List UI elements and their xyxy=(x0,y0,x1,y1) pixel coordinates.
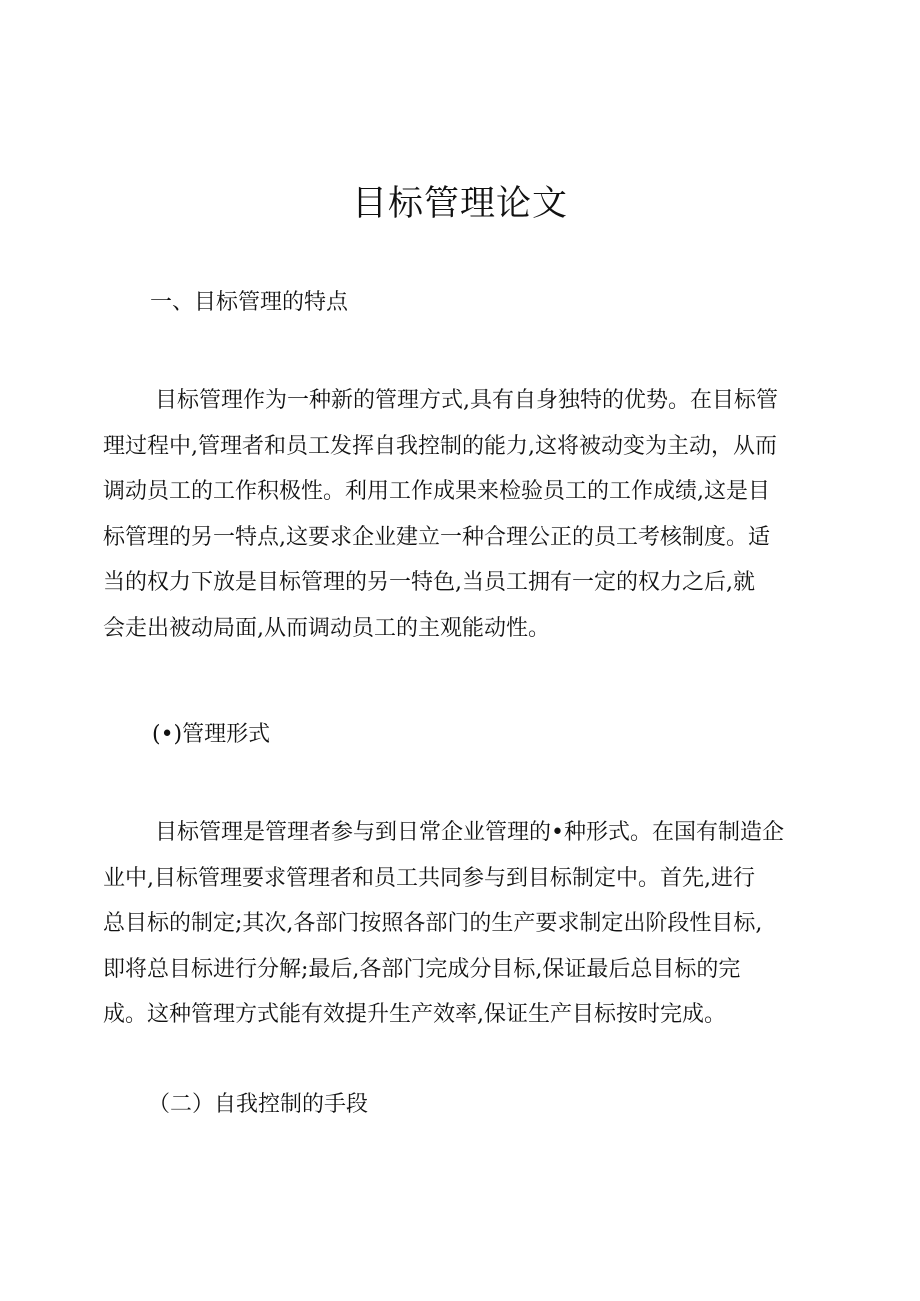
paragraph-line: 会走出被动局面,从而调动员工的主观能动性。 xyxy=(103,615,550,641)
paragraph-line: 业中,目标管理要求管理者和员工共同参与到目标制定中。首先,进行 xyxy=(103,865,755,891)
document-title: 目标管理论文 xyxy=(351,184,568,224)
paragraph-line: 目标管理作为一种新的管理方式,具有自身独特的优势。在目标管 xyxy=(155,388,778,413)
paragraph-characteristics xyxy=(103,378,823,652)
paragraph-line: 调动员工的工作积极性。利用工作成果来检验员工的工作成绩,这是目 xyxy=(103,479,770,505)
paragraph-line: 总目标的制定;其次,各部门按照各部门的生产要求制定出阶段性目标, xyxy=(103,911,763,937)
subsection-heading-self-control: （二）自我控制的手段 xyxy=(148,1092,369,1117)
paragraph-line: 目标管理是管理者参与到日常企业管理的•种形式。在国有制造企 xyxy=(155,820,784,845)
subsection-heading-management-form: (•)管理形式 xyxy=(152,722,271,747)
paragraph-line: 理过程中,管理者和员工发挥自我控制的能力,这将被动变为主动，从而 xyxy=(103,433,777,459)
paragraph-management-form xyxy=(103,810,823,1038)
paragraph-line: 当的权力下放是目标管理的另一特色,当员工拥有一定的权力之后,就 xyxy=(103,570,755,596)
paragraph-line: 标管理的另一特点,这要求企业建立一种合理公正的员工考核制度。适 xyxy=(103,524,770,550)
paragraph-line: 成。这种管理方式能有效提升生产效率,保证生产目标按时完成。 xyxy=(103,1002,726,1028)
paragraph-line: 即将总目标进行分解;最后,各部门完成分目标,保证最后总目标的完 xyxy=(103,956,741,982)
section-heading-characteristics: 一、目标管理的特点 xyxy=(150,290,349,315)
